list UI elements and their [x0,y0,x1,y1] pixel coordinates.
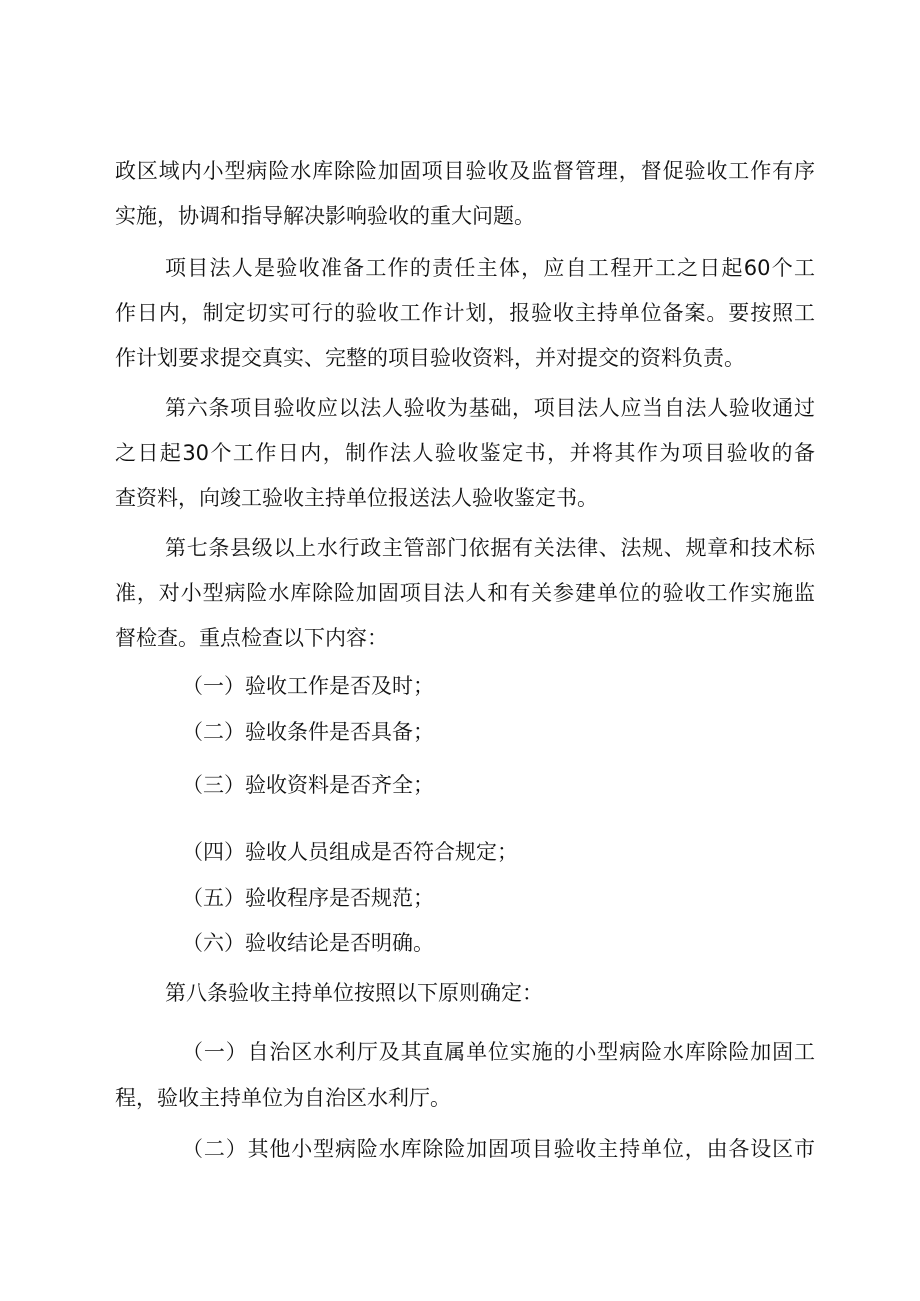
text-line: 项目法人是验收准备工作的责任主体，应自工程开工之日起60个工 [165,256,815,280]
list-item: （六）验收结论是否明确。 [182,931,434,955]
text-line: 程，验收主持单位为自治区水利厅。 [115,1086,451,1110]
text-line: 政区域内小型病险水库除险加固项目验收及监督管理，督促验收工作有序 [115,159,815,183]
list-item: （一）验收工作是否及时； [182,674,434,698]
text-line: 作计划要求提交真实、完整的项目验收资料，并对提交的资料负责。 [115,346,745,370]
text-line: 实施，协调和指导解决影响验收的重大问题。 [115,204,535,228]
text-line: 作日内，制定切实可行的验收工作计划，报验收主持单位备案。要按照工 [115,301,815,325]
text-line: 之日起30个工作日内，制作法人验收鉴定书，并将其作为项目验收的备 [115,441,815,465]
text-line: 督检查。重点检查以下内容： [115,626,388,650]
text-line: 第七条县级以上水行政主管部门依据有关法律、法规、规章和技术标 [165,536,815,560]
list-item: （二）验收条件是否具备； [182,720,434,744]
list-item: （三）验收资料是否齐全； [182,773,434,797]
text-line: （二）其他小型病险水库除险加固项目验收主持单位，由各设区市 [182,1137,815,1161]
text-line: 第八条验收主持单位按照以下原则确定： [165,981,543,1005]
text-line: （一）自治区水利厅及其直属单位实施的小型病险水库除险加固工 [182,1040,815,1064]
list-item: （五）验收程序是否规范； [182,886,434,910]
text-line: 准，对小型病险水库除险加固项目法人和有关参建单位的验收工作实施监 [115,581,815,605]
text-line: 查资料，向竣工验收主持单位报送法人验收鉴定书。 [115,486,598,510]
list-item: （四）验收人员组成是否符合规定； [182,840,518,864]
text-line: 第六条项目验收应以法人验收为基础，项目法人应当自法人验收通过 [165,396,815,420]
